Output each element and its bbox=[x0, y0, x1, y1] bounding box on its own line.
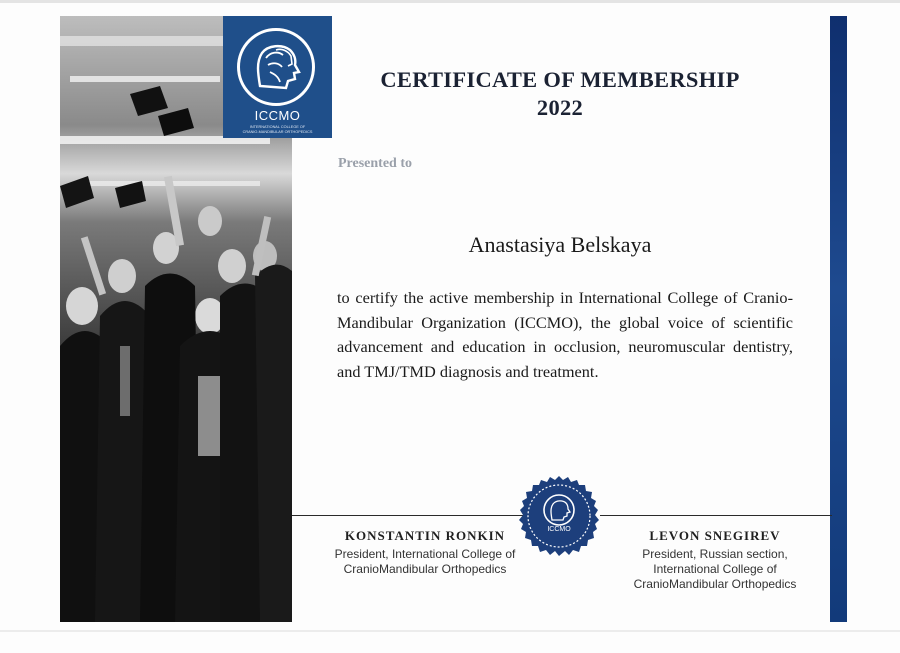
iccmo-seal bbox=[517, 474, 601, 558]
logo-subtitle bbox=[223, 125, 332, 135]
scan-edge-bottom bbox=[0, 630, 900, 632]
certificate-body: to certify the active membership in International College of Cranio-Mandibular Organization (ICCMO), the global voice of scientific advancement and education in occlusion, neuromuscular dentistry, and TMJ/TMD diagnosis and treatment. bbox=[337, 288, 793, 381]
logo-subtitle-line1: INTERNATIONAL COLLEGE OF bbox=[249, 125, 306, 129]
head-profile-icon bbox=[248, 38, 306, 96]
accent-bar bbox=[830, 16, 847, 622]
certificate-year: 2022 bbox=[536, 95, 584, 120]
certificate-title bbox=[340, 66, 780, 122]
signatory-left-role: President, International College of CranioMandibular Orthopedics bbox=[334, 547, 516, 576]
scan-edge-top bbox=[0, 0, 900, 3]
signatory-left-name: KONSTANTIN RONKIN bbox=[344, 528, 506, 543]
presented-to-label: Presented to bbox=[338, 156, 412, 171]
signature-line-right bbox=[600, 515, 832, 516]
recipient-name: Anastasiya Belskaya bbox=[468, 232, 652, 257]
certificate-title-line1: CERTIFICATE OF MEMBERSHIP bbox=[380, 67, 740, 92]
signatory-right-role: President, Russian section, International College of CranioMandibular Orthopedics bbox=[633, 547, 797, 591]
logo-acronym: ICCMO bbox=[254, 108, 301, 123]
signatory-right-name: LEVON SNEGIREV bbox=[649, 528, 781, 543]
iccmo-logo bbox=[223, 16, 332, 138]
seal-acronym: ICCMO bbox=[547, 526, 571, 533]
logo-subtitle-line2: CRANIO-MANDIBULAR ORTHOPEDICS bbox=[242, 130, 313, 134]
signature-line-left bbox=[292, 515, 524, 516]
